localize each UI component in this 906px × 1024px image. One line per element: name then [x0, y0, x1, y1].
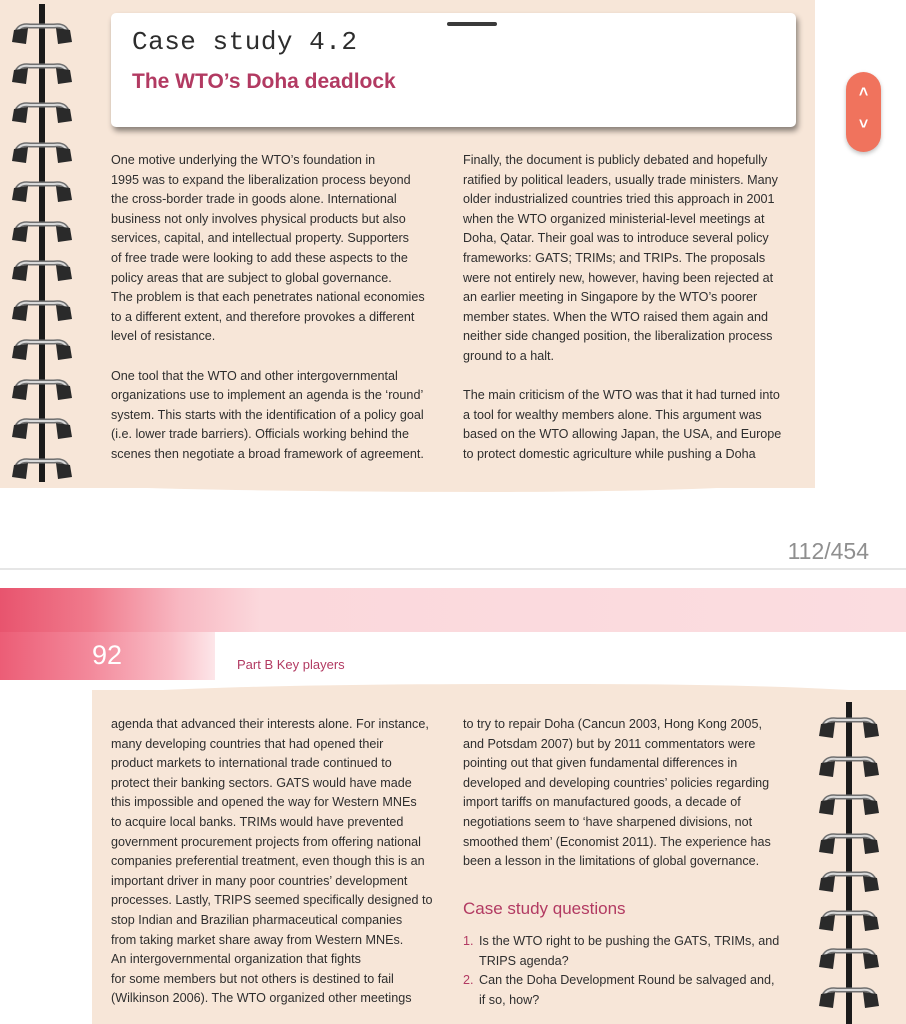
spiral-ring [12, 18, 72, 48]
list-item [463, 932, 803, 971]
list-item [463, 971, 803, 1010]
spiral-ring [819, 751, 879, 781]
paragraph: agenda that advanced their interests alone. For instance, many developing countries that had opened their product markets to international trade continued to protect their banking sectors. GATS would have made this impossible and opened the way for Western MNEs to acquire local banks. TRIMs would have prevented government procurement projects from offering national companies preferential treatment, even though this is an important driver in many poor countries’ development processes. Lastly, TRIPS seemed specifically designed to stop Indian and Brazilian pharmaceutical companies from taking market share away from Western MNEs. An intergovernmental organization that fights for some members but not others is destined to fail (Wilkinson 2006). The WTO organized other meetings [111, 717, 433, 1006]
chevron-up-icon[interactable]: ˄ [858, 84, 869, 101]
question-list [463, 932, 803, 1010]
spiral-ring [12, 374, 72, 404]
page-navigation-control [846, 72, 881, 152]
question-text: Can the Doha Development Round be salvaged and, if so, how? [479, 973, 775, 1007]
drag-handle[interactable] [447, 22, 497, 26]
spiral-ring [819, 982, 879, 1012]
spiral-ring [12, 453, 72, 483]
top-left-column [111, 151, 451, 465]
spiral-ring [12, 137, 72, 167]
spiral-binding-right [819, 702, 879, 1024]
spiral-ring [12, 58, 72, 88]
spiral-ring [819, 712, 879, 742]
bottom-right-column [463, 715, 808, 872]
spiral-ring [819, 828, 879, 858]
spiral-ring [819, 866, 879, 896]
paragraph: Finally, the document is publicly debated and hopefully ratified by political leaders, usually trade ministers. Many older industrialized countries tried this approach in 2001 when the WTO organized ministerial-level meetings at Doha, Qatar. Their goal was to introduce several policy frameworks: GATS; TRIMs; and TRIPs. The proposals were not entirely new, however, having been rejected at an earlier meeting in Singapore by the WTO’s poorer member states. When the WTO raised them again and neither side changed position, the liberalization process ground to a halt. [463, 153, 778, 363]
bottom-page-torn-edge [92, 684, 906, 698]
paragraph: to try to repair Doha (Cancun 2003, Hong Kong 2005, and Potsdam 2007) but by 2011 commentators were pointing out that given fundamental differences in developed and developing countries’ policies regarding import tariffs on manufactured goods, a decade of negotiations seem to ‘have sharpened divisions, not smoothed them’ (Economist 2011). The experience has been a lesson in the limitations of global governance. [463, 717, 771, 869]
spiral-ring [819, 943, 879, 973]
spiral-ring [819, 905, 879, 935]
page-divider [0, 568, 906, 570]
spiral-ring [12, 295, 72, 325]
spiral-ring [12, 176, 72, 206]
top-right-column [463, 151, 808, 465]
page-counter: 112/454 [787, 538, 869, 564]
spiral-binding-left [12, 4, 72, 482]
case-study-questions-heading: Case study questions [463, 899, 626, 918]
bottom-left-column [111, 715, 451, 1009]
page-number: 92 [92, 640, 123, 670]
spiral-ring [12, 97, 72, 127]
question-text: Is the WTO right to be pushing the GATS, TRIMs, and TRIPS agenda? [479, 934, 780, 968]
spiral-ring [12, 255, 72, 285]
paragraph: One tool that the WTO and other intergovernmental organizations use to implement an agenda is the ‘round’ system. This starts with the identification of a policy goal (i.e. lower trade barriers). Officials working behind the scenes then negotiate a broad framework of agreement. [111, 368, 424, 461]
question-number: 1. [463, 934, 474, 948]
case-study-title: Case study 4.2 [132, 27, 358, 57]
spiral-ring [12, 413, 72, 443]
paragraph: One motive underlying the WTO’s foundation in 1995 was to expand the liberalization process beyond the cross-border trade in goods alone. International business not only involves physical products but also services, capital, and intellectual property. Supporters of free trade were looking to add these aspects to the policy areas that are subject to global governance. The problem is that each penetrates national economies to a different extent, and therefore provokes a different level of resistance. [111, 153, 425, 344]
spiral-ring [819, 789, 879, 819]
chevron-down-icon[interactable]: ˅ [858, 116, 869, 133]
question-number: 2. [463, 973, 474, 988]
running-header: Part B Key players [237, 657, 345, 672]
spiral-ring [12, 334, 72, 364]
top-page-torn-edge [0, 478, 815, 492]
spiral-ring [12, 216, 72, 246]
paragraph: The main criticism of the WTO was that it had turned into a tool for wealthy members alone. This argument was based on the WTO allowing Japan, the USA, and Europe to protect domestic agriculture while pushing a Doha [463, 388, 782, 461]
case-study-subtitle: The WTO’s Doha deadlock [132, 70, 396, 93]
